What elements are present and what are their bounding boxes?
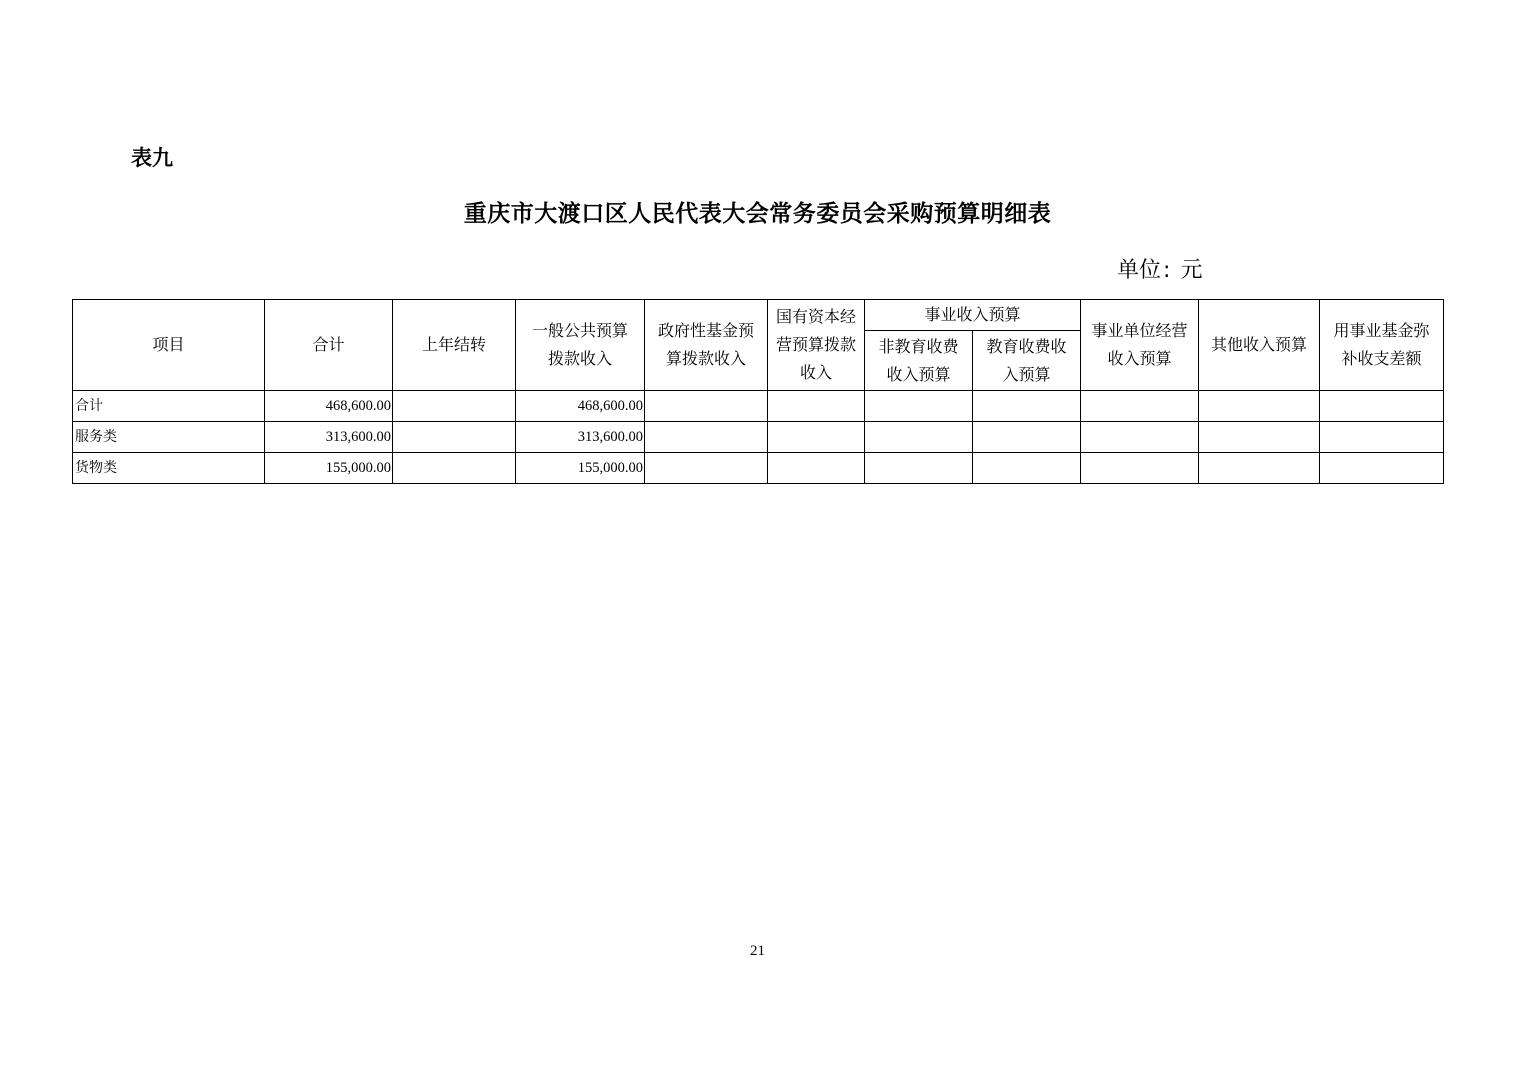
header-fund-compensation: 用事业基金弥补收支差额 bbox=[1320, 300, 1444, 391]
cell-fund-compensation bbox=[1320, 453, 1444, 484]
cell-other-income bbox=[1199, 391, 1320, 422]
header-state-capital: 国有资本经营预算拨款收入 bbox=[768, 300, 865, 391]
table-row bbox=[73, 391, 1444, 422]
cell-business-unit bbox=[1081, 422, 1199, 453]
header-item: 项目 bbox=[73, 300, 265, 391]
cell-state-capital bbox=[768, 453, 865, 484]
header-total: 合计 bbox=[265, 300, 393, 391]
unit-value: 元 bbox=[1180, 258, 1203, 283]
cell-general-budget: 468,600.00 bbox=[516, 391, 645, 422]
cell-gov-fund bbox=[645, 453, 768, 484]
cell-non-edu-fee bbox=[865, 453, 973, 484]
header-edu-fee: 教育收费收入预算 bbox=[973, 331, 1081, 391]
cell-business-unit bbox=[1081, 391, 1199, 422]
cell-item: 服务类 bbox=[73, 422, 265, 453]
header-other-income: 其他收入预算 bbox=[1199, 300, 1320, 391]
unit-separator: : bbox=[1163, 258, 1171, 283]
cell-gov-fund bbox=[645, 422, 768, 453]
cell-state-capital bbox=[768, 391, 865, 422]
cell-item: 货物类 bbox=[73, 453, 265, 484]
header-row bbox=[73, 300, 1444, 331]
page-number: 21 bbox=[750, 943, 765, 959]
cell-non-edu-fee bbox=[865, 422, 973, 453]
cell-edu-fee bbox=[973, 453, 1081, 484]
cell-state-capital bbox=[768, 422, 865, 453]
cell-general-budget: 313,600.00 bbox=[516, 422, 645, 453]
cell-general-budget: 155,000.00 bbox=[516, 453, 645, 484]
table-row bbox=[73, 453, 1444, 484]
cell-business-unit bbox=[1081, 453, 1199, 484]
cell-carryover bbox=[393, 422, 516, 453]
cell-fund-compensation bbox=[1320, 422, 1444, 453]
header-carryover: 上年结转 bbox=[393, 300, 516, 391]
cell-edu-fee bbox=[973, 391, 1081, 422]
cell-total: 313,600.00 bbox=[265, 422, 393, 453]
cell-carryover bbox=[393, 453, 516, 484]
document-title: 重庆市大渡口区人民代表大会常务委员会采购预算明细表 bbox=[463, 200, 1052, 227]
cell-total: 468,600.00 bbox=[265, 391, 393, 422]
header-general-budget: 一般公共预算拨款收入 bbox=[516, 300, 645, 391]
table-number-label: 表九 bbox=[131, 146, 173, 170]
unit-label: 单位 bbox=[1117, 258, 1162, 283]
cell-edu-fee bbox=[973, 422, 1081, 453]
cell-gov-fund bbox=[645, 391, 768, 422]
header-business-income-group: 事业收入预算 bbox=[865, 300, 1081, 331]
cell-total: 155,000.00 bbox=[265, 453, 393, 484]
procurement-budget-table bbox=[72, 299, 1444, 484]
cell-item: 合计 bbox=[73, 391, 265, 422]
table-row bbox=[73, 422, 1444, 453]
cell-fund-compensation bbox=[1320, 391, 1444, 422]
unit-line bbox=[1117, 257, 1202, 285]
header-business-unit: 事业单位经营收入预算 bbox=[1081, 300, 1199, 391]
header-non-edu-fee: 非教育收费收入预算 bbox=[865, 331, 973, 391]
cell-carryover bbox=[393, 391, 516, 422]
cell-non-edu-fee bbox=[865, 391, 973, 422]
header-gov-fund: 政府性基金预算拨款收入 bbox=[645, 300, 768, 391]
cell-other-income bbox=[1199, 453, 1320, 484]
cell-other-income bbox=[1199, 422, 1320, 453]
